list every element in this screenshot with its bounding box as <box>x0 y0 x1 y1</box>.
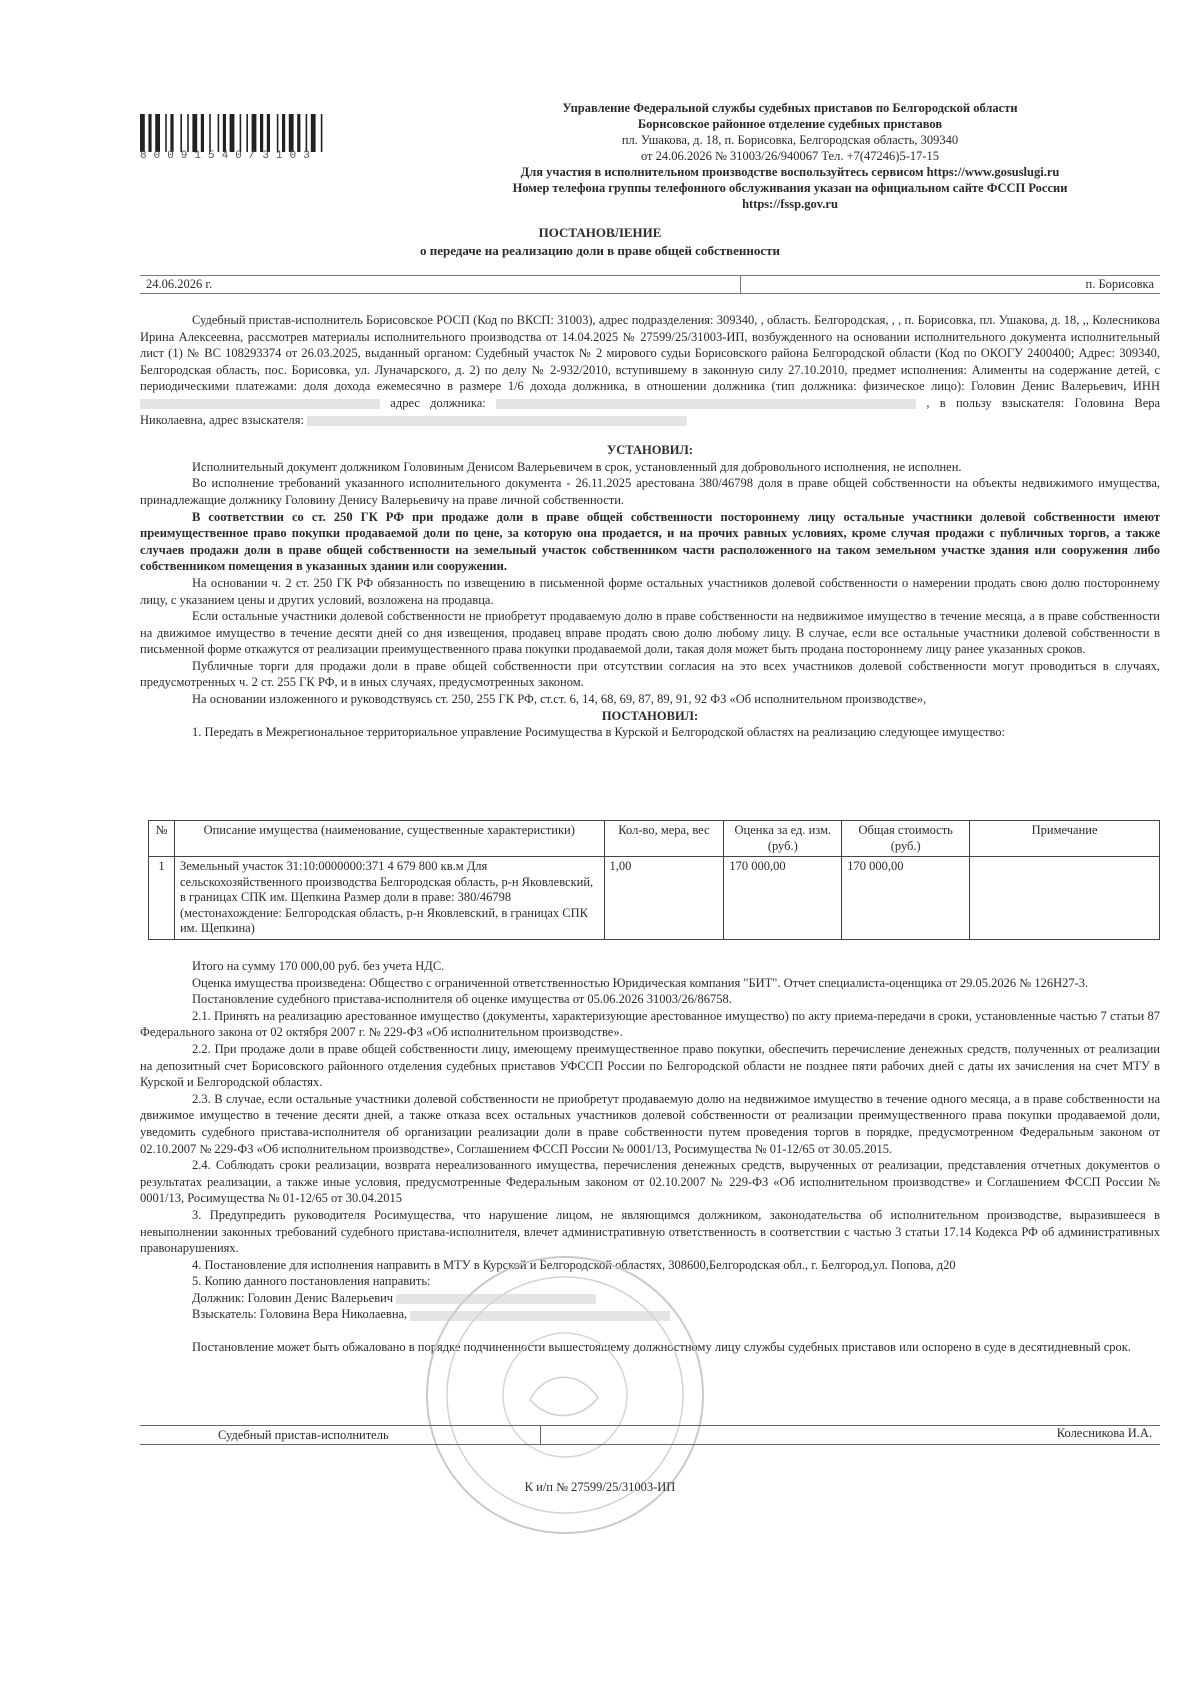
table-header-row <box>149 821 1160 857</box>
total-line: Итого на сумму 170 000,00 руб. без учета НДС. <box>192 959 445 973</box>
signer-position: Судебный пристав-исполнитель <box>218 1428 389 1442</box>
header-ref-phone: от 24.06.2026 № 31003/26/940067 Тел. +7(47246)5-17-15 <box>640 149 940 163</box>
appeal-notice: Постановление может быть обжаловано в порядке подчиненности вышестоящему должностному лицу службы судебных приставов или оспорено в суде в десятидневный срок. <box>192 1340 1131 1355</box>
creditor-line: Взыскатель: Головина Вера Николаевна, <box>192 1307 408 1322</box>
col-header-price: Оценка за ед. изм. (руб.) <box>724 821 842 857</box>
clause-2-3: 2.3. В случае, если остальные участники долевой собственности не приобретут продаваемую долю на недвижимое имущество в течение одного месяца, а в праве собственности на движимое имущество в течение десяти дней, а также отказа всех остальных участников долевой собственности от реализации преимущественного права покупки продаваемой доли, уведомить судебного пристава-исполнителя об организации реализации доли в праве собственности путем проведения торгов в порядке, предусмотренном Федеральным законом от 02.10.2007 № 229-ФЗ «Об исполнительном производстве», Соглашением ФССП России № 0001/13, Росимущества № 01-12/65 от 30.05.2015. <box>140 1091 1160 1156</box>
clause-2-2: 2.2. При продаже доли в праве общей собственности лицу, имеющему преимущественное право покупки, обеспечить перечисление денежных средств, полученных от реализации на депозитный счет Борисовского районного отделения судебных приставов УФССП России по Белгородской области не позднее пяти рабочих дней с даты их зачисления на счет МТУ в Курской и Белгородской областях. <box>140 1041 1160 1090</box>
case-reference: К и/п № 27599/25/31003-ИП <box>524 1480 676 1494</box>
cell-total: 170 000,00 <box>842 857 970 940</box>
col-header-num: № <box>149 821 175 857</box>
date-place-row <box>140 275 1160 294</box>
intro-paragraph <box>140 312 1160 428</box>
cell-num: 1 <box>149 857 175 940</box>
clause-3: 3. Предупредить руководителя Росимущества, что нарушение лицом, не являющимся должником, законодательства об исполнительном производстве, выразившееся в невыполнении законных требований судебного пристава-исполнителя, влечет административную ответственность в соответствии с частью 3 статьи 17.14 Кодекса РФ об административных правонарушениях. <box>140 1207 1160 1256</box>
established-p7: На основании изложенного и руководствуясь ст. 250, 255 ГК РФ, ст.ст. 6, 14, 68, 69, 87, 89, 91, 92 ФЗ «Об исполнительном производстве», <box>192 692 927 707</box>
clause-5: 5. Копию данного постановления направить: <box>192 1274 431 1289</box>
barcode-graphic <box>140 114 400 152</box>
header-department: Борисовское районное отделение судебных приставов <box>637 117 943 131</box>
issuer-header <box>440 100 1140 212</box>
resolved-p1: 1. Передать в Межрегиональное территориальное управление Росимущества в Курской и Белгородской областях на реализацию следующее имущество: <box>192 725 1006 740</box>
debtor-line: Должник: Головин Денис Валерьевич <box>192 1290 394 1305</box>
signature-divider <box>540 1426 541 1444</box>
intro-text: Судебный пристав-исполнитель Борисовское РОСП (Код по ВКСП: 31003), адрес подразделения: 309340, , область. Белгородская, , , п. Борисовка, пл. Ушакова, д. 18, ,, Колесникова Ирина Алексеевна, рассмотрев материалы исполнительного производства от 14.04.2025 № 27599/25/31003-ИП, возбужденного на основании исполнительного документа исполнительный лист (1) № ВС 108293374 от 26.03.2025, выданный органом: Судебный участок № 2 мирового судьи Борисовского района Белгородской области (Код по ОКОГУ 2400400; Адрес: 309340, Белгородская область, пос. Борисовка, ул. Луначарского, д. 2) по делу № 2-932/2010, вступившему в законную силу 27.10.2010, предмет исполнения: Алименты на содержание детей, с периодическими платежами: доля дохода ежемесячно в размере 1/6 дохода должника, в отношении должника (тип должника: физическое лицо): Головин Денис Валерьевич, ИНН <box>140 313 1160 394</box>
creditor-text: , в пользу взыскателя: Головина Вера Николаевна, адрес взыскателя: <box>140 395 1161 427</box>
resolved-title: ПОСТАНОВИЛ: <box>601 708 699 723</box>
clause-2-4: 2.4. Соблюдать сроки реализации, возврата нереализованного имущества, перечисления денежных средств, вырученных от реализации, представления отчетных документов о результатах реализации, а также иные условия, предусмотренные Федеральным законом от 02.10.2007 № 229-ФЗ «Об исполнительном производстве» и Соглашением ФССП России № 0001/13, Росимущества № 01-12/65 от 30.04.2015 <box>140 1158 1160 1206</box>
col-header-note: Примечание <box>970 821 1160 857</box>
signature-row <box>140 1425 1160 1445</box>
cell-price: 170 000,00 <box>724 857 842 940</box>
debtor-address-label: адрес должника: <box>390 395 486 410</box>
signer-name: Колесникова И.А. <box>1056 1426 1152 1440</box>
body-upper <box>140 312 1160 741</box>
header-gosuslugi: Для участия в исполнительном производстве воспользуйтесь сервисом https://www.gosuslugi.ru <box>520 165 1060 179</box>
established-p6: Публичные торги для продажи доли в праве общей собственности при отсутствии согласия на это всех участников долевой собственности могут проводиться в случаях, предусмотренных ч. 2 ст. 255 ГК РФ, и в иных случаях, предусмотренных законом. <box>140 658 1160 690</box>
cell-note <box>970 857 1160 940</box>
redacted-inn <box>140 399 380 409</box>
established-title: УСТАНОВИЛ: <box>607 443 693 458</box>
established-p1: Исполнительный документ должником Головиным Денисом Валерьевичем в срок, установленный для добровольного исполнения, не исполнен. <box>192 459 962 474</box>
document-place: п. Борисовка <box>1085 277 1154 291</box>
document-title: ПОСТАНОВЛЕНИЕ <box>538 225 662 240</box>
established-p5: Если остальные участники долевой собственности не приобретут продаваемую долю в праве собственности на недвижимое имущество в течение месяца, а в праве собственности на движимое имущество в течение десяти дней со дня извещения, продавец вправе продать свою долю любому лицу. В случае, если все остальные участники долевой собственности в письменной форме откажутся от реализации преимущественного права покупки продаваемой доли, такая доля может быть продана постороннему лицу ранее указанных сроков. <box>140 609 1160 657</box>
col-header-total: Общая стоимость (руб.) <box>842 821 970 857</box>
cell-desc: Земельный участок 31:10:0000000:371 4 679 800 кв.м Для сельскохозяйственного производства Белгородская область, р-н Яковлевский, в границах СПК им. Щепкина Размер доли в праве: 380/46798 (местонахождение: Белгородская область, р-н Яковлевский, в границах СПК им. Щепкина) <box>174 857 604 940</box>
document-subtitle: о передаче на реализацию доли в праве общей собственности <box>419 243 781 258</box>
valuation-line: Оценка имущества произведена: Общество с ограниченной ответственностью Юридическая компания "БИТ". Отчет специалиста-оценщика от 29.05.2026 № 126Н27-3. <box>192 975 1089 990</box>
official-stamp <box>420 1250 710 1540</box>
clause-4: 4. Постановление для исполнения направить в МТУ в Курской и Белгородской областях, 308600,Белгородская обл., г. Белгород,ул. Попова, д20 <box>192 1257 956 1272</box>
established-p4: На основании ч. 2 ст. 250 ГК РФ обязанность по извещению в письменной форме остальных участников долевой собственности о намерении продать свою долю постороннему лицу, с указанием цены и других условий, возложена на продавца. <box>140 575 1160 607</box>
redacted-debtor-address <box>496 399 916 409</box>
barcode-number: 80091540/3103 <box>140 150 317 162</box>
col-header-desc: Описание имущества (наименование, существенные характеристики) <box>174 821 604 857</box>
cell-qty: 1,00 <box>604 857 724 940</box>
header-website: https://fssp.gov.ru <box>742 197 838 211</box>
redacted-creditor-address <box>307 416 687 426</box>
established-p3-bold: В соответствии со ст. 250 ГК РФ при продаже доли в праве общей собственности постороннему лицу остальные участники долевой собственности имеют преимущественное право покупки продаваемой доли по цене, за которую она продается, и на прочих равных условиях, кроме случая продажи с публичных торгов, а также случаев продажи доли в праве общей собственности на земельный участок собственником части расположенного на таком земельном участке здания или сооружения либо собственником помещения в указанных здании или сооружении. <box>140 509 1160 574</box>
established-p2: Во исполнение требований указанного исполнительного документа - 26.11.2025 арестована 380/46798 доля в праве общей собственности на объекты недвижимого имущества, принадлежащие должнику Головину Денису Валерьевичу на праве личной собственности. <box>140 476 1160 507</box>
col-header-qty: Кол-во, мера, вес <box>604 821 724 857</box>
table-row <box>149 857 1160 940</box>
header-agency: Управление Федеральной службы судебных приставов по Белгородской области <box>562 101 1018 115</box>
property-table <box>148 820 1160 940</box>
row-divider <box>740 276 741 293</box>
document-date: 24.06.2026 г. <box>146 277 213 291</box>
clause-2-1: 2.1. Принять на реализацию арестованное имущество (документы, характеризующие арестованное имущество) по акту приема-передачи в сроки, установленные частью 7 статьи 87 Федерального закона от 02 октября 2007 г. № 229-ФЗ «Об исполнительном производстве». <box>140 1008 1160 1040</box>
header-hotline: Номер телефона группы телефонного обслуживания указан на официальном сайте ФССП России <box>512 181 1068 195</box>
header-address: пл. Ушакова, д. 18, п. Борисовка, Белгородская область, 309340 <box>621 133 959 147</box>
valuation-ruling: Постановление судебного пристава-исполнителя об оценке имущества от 05.06.2026 31003/26/86758. <box>192 992 732 1007</box>
